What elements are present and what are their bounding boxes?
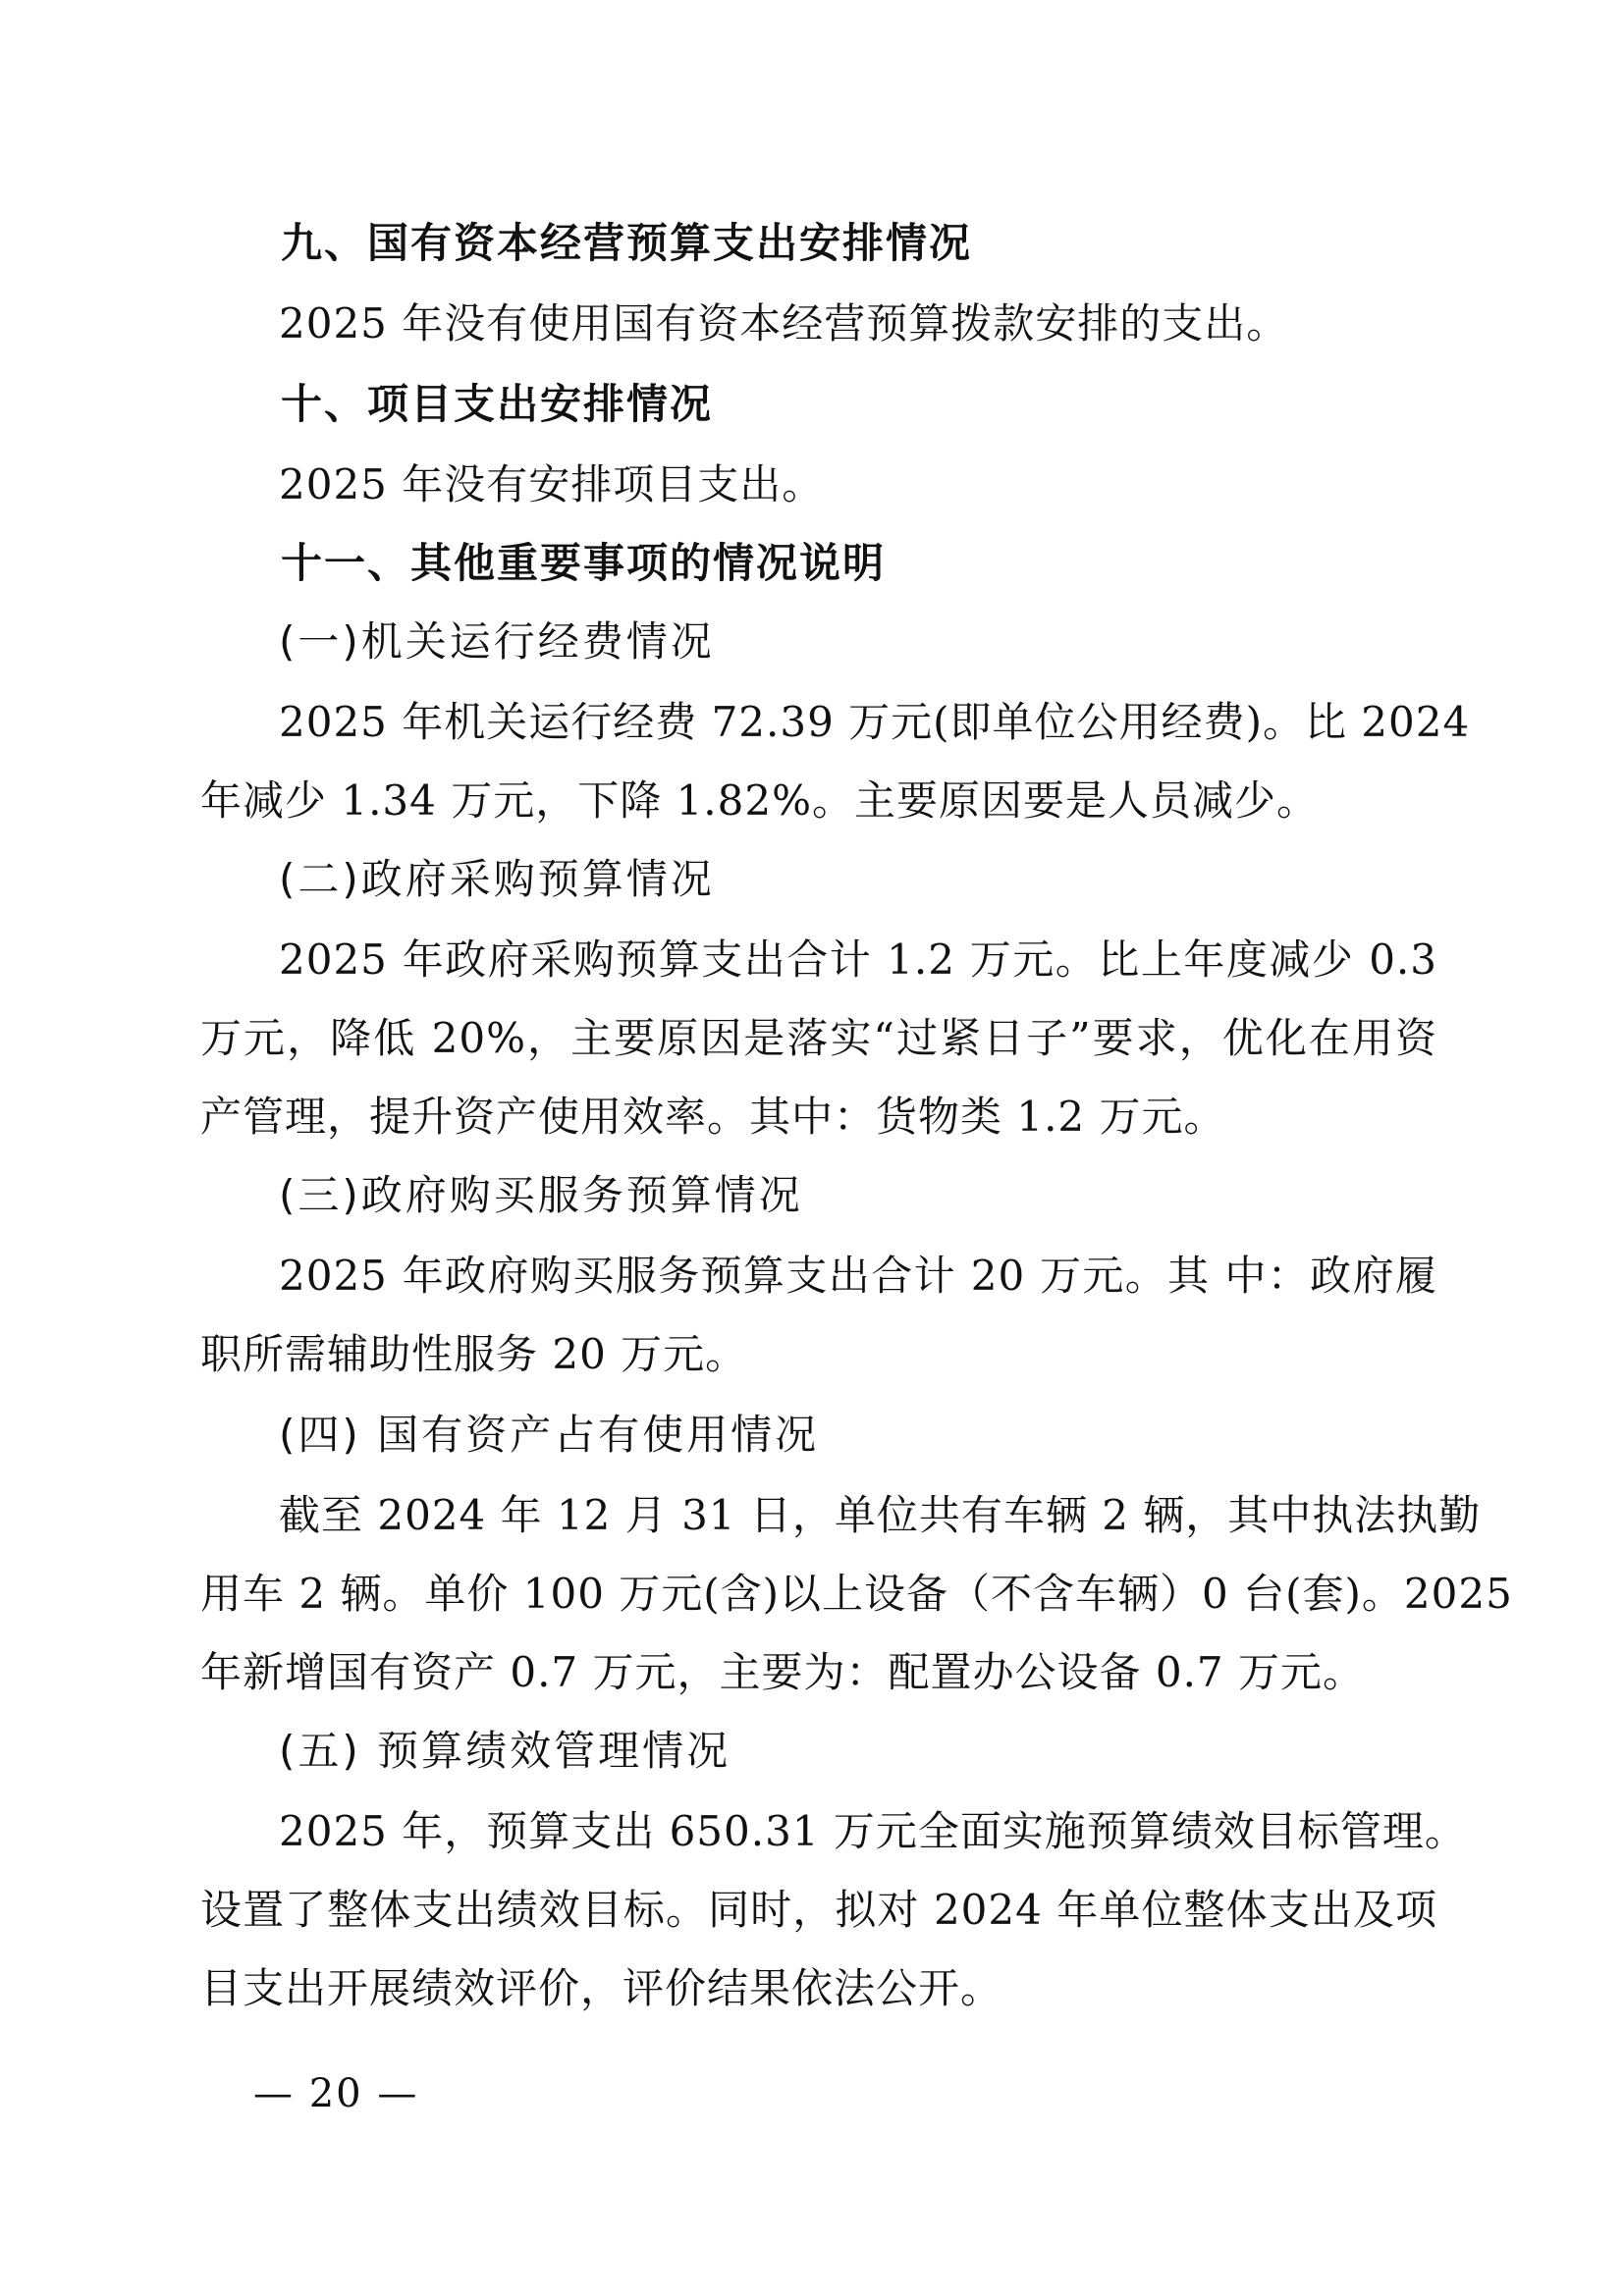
subsection-4-line-2: 用车 2 辆。单价 100 万元(含)以上设备（不含车辆）0 台(套)。2025 <box>200 1570 1513 1618</box>
subsection-2-line-3: 产管理，提升资产使用效率。其中：货物类 1.2 万元。 <box>200 1093 1226 1141</box>
subsection-5-title: (五) 预算绩效管理情况 <box>279 1727 731 1775</box>
subsection-1-line-1: 2025 年机关运行经费 72.39 万元(即单位公用经费)。比 2024 <box>279 698 1471 746</box>
subsection-2-title: (二)政府采购预算情况 <box>279 855 715 903</box>
subsection-4-line-3: 年新增国有资产 0.7 万元，主要为：配置办公设备 0.7 万元。 <box>200 1648 1365 1696</box>
subsection-4-title: (四) 国有资产占有使用情况 <box>279 1411 820 1459</box>
page-number: — 20 — <box>253 2071 419 2116</box>
section-ten-title: 十、项目支出安排情况 <box>281 380 714 428</box>
section-ten-body: 2025 年没有安排项目支出。 <box>279 460 825 508</box>
section-nine-title: 九、国有资本经营预算支出安排情况 <box>281 219 973 267</box>
section-eleven-title: 十一、其他重要事项的情况说明 <box>281 539 887 587</box>
subsection-3-title: (三)政府购买服务预算情况 <box>279 1171 803 1219</box>
subsection-1-title: (一)机关运行经费情况 <box>279 617 715 666</box>
subsection-5-line-2: 设置了整体支出绩效目标。同时，拟对 2024 年单位整体支出及项 <box>200 1886 1437 1934</box>
subsection-3-line-1: 2025 年政府购买服务预算支出合计 20 万元。其 中：政府履 <box>279 1252 1437 1300</box>
subsection-1-line-2: 年减少 1.34 万元，下降 1.82%。主要原因要是人员减少。 <box>200 776 1319 825</box>
section-nine-body: 2025 年没有使用国有资本经营预算拨款安排的支出。 <box>279 299 1289 347</box>
subsection-5-line-1: 2025 年，预算支出 650.31 万元全面实施预算绩效目标管理。 <box>279 1807 1467 1855</box>
subsection-2-line-2: 万元，降低 20%，主要原因是落实“过紧日子”要求，优化在用资 <box>200 1014 1437 1062</box>
subsection-2-line-1: 2025 年政府采购预算支出合计 1.2 万元。比上年度减少 0.3 <box>279 935 1437 984</box>
subsection-5-line-3: 目支出开展绩效评价，评价结果依法公开。 <box>200 1964 1003 2012</box>
subsection-4-line-1: 截至 2024 年 12 月 31 日，单位共有车辆 2 辆，其中执法执勤 <box>279 1491 1482 1539</box>
subsection-3-line-2: 职所需辅助性服务 20 万元。 <box>200 1330 748 1378</box>
